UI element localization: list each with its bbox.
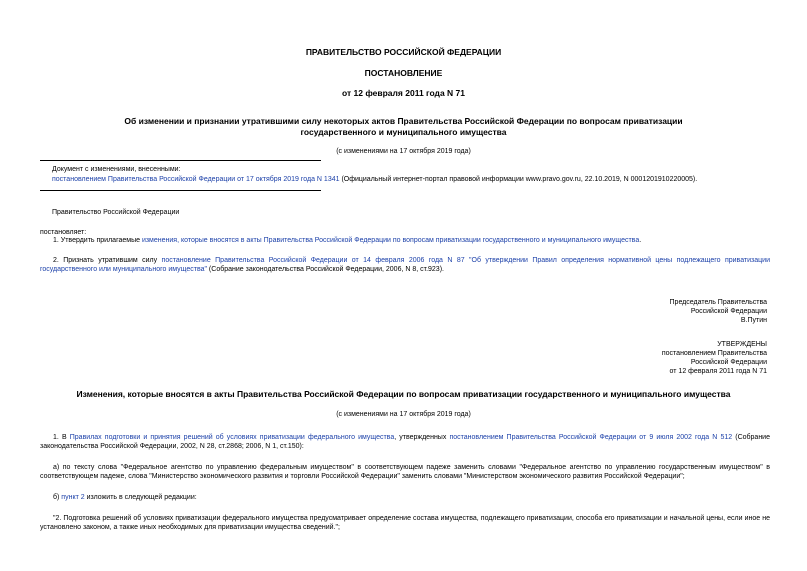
amendment-source: (Официальный интернет-портал правовой информации www.pravo.gov.ru, 22.10.2019, N 0001201910220005). (339, 176, 698, 183)
amendments-line (52, 175, 782, 184)
p1-suffix: (Собрание законодательства Российской Федерации, 2002, N 28, ст.2868; 2006, N 1, ст.150): (40, 434, 770, 450)
doc-type-heading: ПОСТАНОВЛЕНИЕ (364, 68, 443, 78)
approved-block (567, 340, 767, 376)
item-2-prefix: 2. Признать утратившим силу (53, 257, 162, 264)
pb-prefix: б) (53, 494, 62, 501)
changes-note: (с изменениями на 17 октября 2019 года) (336, 148, 471, 155)
item-1-link[interactable]: изменения, которые вносятся в акты Правительства Российской Федерации по вопросам приватизации государственного и муниципального имущества (141, 237, 640, 244)
signature-block (567, 298, 767, 325)
rules-link[interactable]: Правилах подготовки и принятия решений об условиях приватизации федерального имущества (69, 434, 395, 441)
government-name: Правительство Российской Федерации (52, 209, 180, 216)
page-title: Об изменении и признании утратившими силу некоторых актов Правительства Российской Федерации по вопросам приватизации государственного и муниципального имущества (124, 116, 683, 137)
pb-suffix: изложить в следующей редакции: (84, 494, 197, 501)
amendments-label: Документ с изменениями, внесенными: (52, 166, 181, 173)
approved-date: от 12 февраля 2011 года N 71 (669, 368, 767, 375)
amendment-link[interactable]: постановлением Правительства Российской Федерации от 17 октября 2019 года N 1341 (52, 176, 340, 183)
item-2 (40, 256, 770, 274)
change-paragraph-1 (40, 433, 770, 451)
item-2-ref-link[interactable]: пункт 2 (61, 494, 85, 501)
divider-bottom (40, 190, 321, 191)
p1-mid: , утвержденных (394, 434, 450, 441)
item-1 (40, 236, 770, 245)
p1-prefix: 1. В (53, 434, 70, 441)
quoted-text: "2. Подготовка решений об условиях приватизации федерального имущества предусматривает определение состава имущества, подлежащего приватизации, способа его приватизации и начальной цены, если иное не установлено законом, а также иных необходимых для приватизации имущества сведений."; (40, 515, 770, 531)
change-paragraph-b (40, 493, 770, 502)
signature-position: Председатель Правительства (669, 299, 767, 306)
signature-name: В.Путин (740, 317, 767, 324)
change-paragraph-a: а) по тексту слова "Федеральное агентство по управлению федеральным имуществом" в соответствующем падеже заменить словами "Федеральное агентство по управлению государственным имуществом" в соответствующем падеже, слова "Министерство экономического развития и торговли Российской Федерации" заменить словами "Министерством экономического развития Российской Федерации"; (40, 464, 770, 480)
signature-country: Российской Федерации (690, 308, 767, 315)
item-2-link[interactable]: постановление Правительства Российской Федерации от 14 февраля 2006 года N 87 "Об утверждении Правил определения нормативной цены подлежащего приватизации государственного или муниципального имущества" (40, 257, 770, 273)
approved-by: постановлением Правительства (661, 350, 767, 357)
item-1-prefix: 1. Утвердить прилагаемые (53, 237, 142, 244)
divider-top (40, 160, 321, 161)
resolution-512-link[interactable]: постановлением Правительства Российской Федерации от 9 июля 2002 года N 512 (449, 434, 733, 441)
item-1-suffix: . (639, 237, 642, 244)
changes-note-2: (с изменениями на 17 октября 2019 года) (336, 411, 471, 418)
resolves-text: постановляет: (40, 229, 87, 236)
government-heading: ПРАВИТЕЛЬСТВО РОССИЙСКОЙ ФЕДЕРАЦИИ (305, 47, 502, 57)
approved-country: Российской Федерации (690, 359, 767, 366)
changes-title: Изменения, которые вносятся в акты Правительства Российской Федерации по вопросам приватизации государственного и муниципального имущества (76, 389, 731, 399)
approved-label: УТВЕРЖДЕНЫ (717, 341, 767, 348)
item-2-suffix: (Собрание законодательства Российской Федерации, 2006, N 8, ст.923). (206, 266, 444, 273)
doc-date: от 12 февраля 2011 года N 71 (342, 88, 465, 98)
